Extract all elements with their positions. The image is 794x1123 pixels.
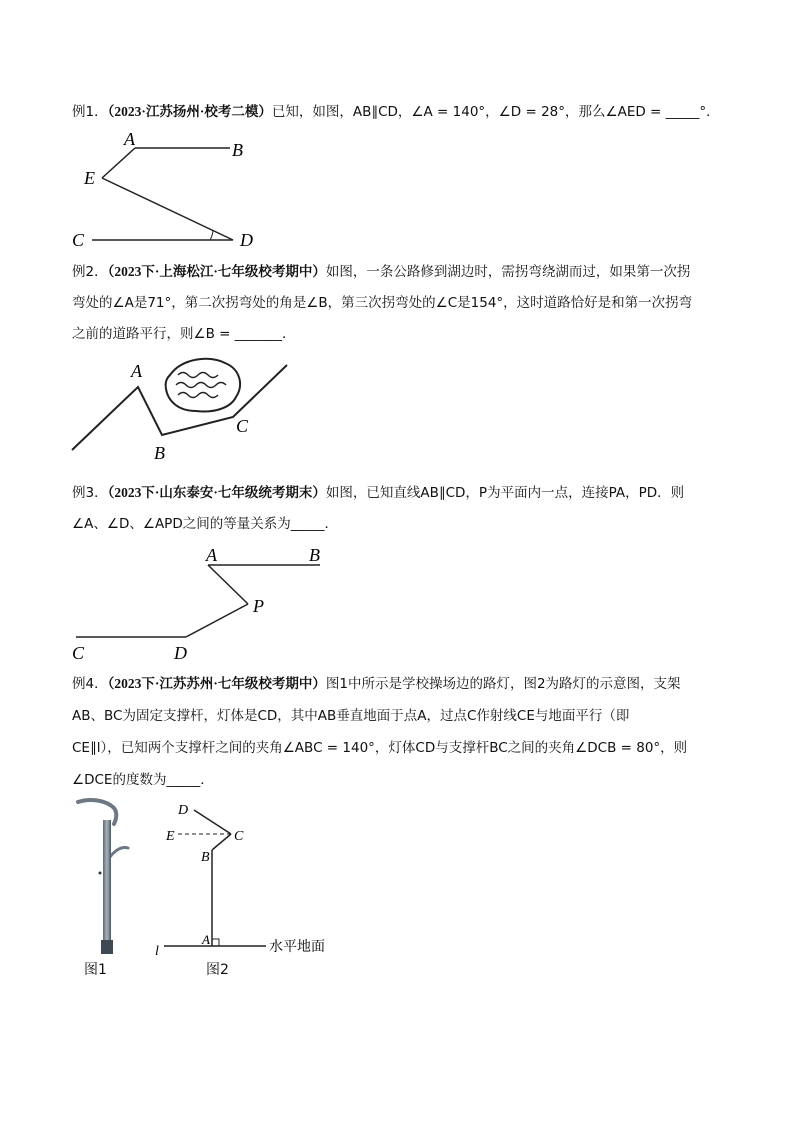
- problem-4-line-4: ∠DCE的度数为_____．: [72, 772, 214, 788]
- problem-2-source: （2023下·上海松江·七年级校考期中）: [107, 264, 326, 279]
- problem-1-prefix: 例1．: [72, 104, 108, 120]
- problem-4-line-2: AB、BC为固定支撑杆，灯体是CD，其中AB垂直地面于点A，过点C作射线CE与地面平行（即: [72, 708, 630, 724]
- problem-2-text-1: 如图，一条公路修到湖边时，需拐弯绕湖而过，如果第一次拐: [325, 264, 691, 280]
- ground-label: 水平地面: [269, 939, 325, 955]
- label-d: D: [174, 643, 187, 663]
- problem-2-line-2: 弯处的∠A是71°，第二次拐弯处的角是∠B，第三次拐弯处的∠C是154°，这时道路恰好是和第一次拐弯: [72, 295, 693, 311]
- label-p: P: [253, 596, 264, 616]
- label-c: C: [72, 230, 85, 250]
- problem-1-source: （2023·江苏扬州·校考二模）: [107, 104, 272, 119]
- label-b: B: [232, 140, 243, 160]
- label-c: C: [236, 416, 249, 436]
- figure-4-schematic: [0, 798, 794, 958]
- label-d: D: [178, 803, 189, 818]
- problem-3-line-1: [72, 483, 684, 503]
- segment-ap: [208, 565, 248, 604]
- angle-d-arc: [210, 230, 213, 240]
- problem-1-line-1: [72, 102, 720, 122]
- figure-1-caption: 图1: [84, 962, 107, 978]
- label-c: C: [72, 643, 85, 663]
- label-a: A: [206, 545, 217, 565]
- lake-wave-2: [176, 383, 226, 388]
- label-e: E: [84, 168, 95, 188]
- lake-wave-1: [178, 373, 218, 378]
- segment-ae: [102, 148, 135, 178]
- problem-4-line-3: CE∥l），已知两个支撑杆之间的夹角∠ABC = 140°，灯体CD与支撑杆BC之间的夹角∠DCB = 80°，则: [72, 740, 688, 756]
- label-b: B: [309, 545, 320, 565]
- problem-2-prefix: 例2．: [72, 264, 108, 280]
- lake-wave-3: [178, 393, 218, 398]
- label-b: B: [154, 443, 165, 463]
- figure-2: [0, 355, 794, 465]
- figure-1: [0, 128, 794, 248]
- problem-3-line-2: ∠A、∠D、∠APD之间的等量关系为_____．: [72, 516, 338, 532]
- segment-pd: [186, 604, 248, 637]
- problem-4-source: （2023下·江苏苏州·七年级校考期中）: [107, 676, 326, 691]
- label-e: E: [166, 829, 175, 844]
- problem-3-text-1: 如图，已知直线AB∥CD，P为平面内一点，连接PA，PD．则: [325, 485, 685, 501]
- label-a: A: [124, 129, 135, 149]
- right-angle-mark: [212, 939, 219, 946]
- segment-dc: [194, 810, 231, 834]
- label-d: D: [240, 230, 253, 250]
- problem-3-prefix: 例3．: [72, 485, 108, 501]
- label-c: C: [234, 829, 244, 844]
- problem-4-line-1: [72, 674, 681, 694]
- figure-2-caption: 图2: [206, 962, 229, 978]
- problem-2-line-1: [72, 262, 690, 282]
- figure-3: [0, 544, 794, 664]
- label-b: B: [201, 850, 210, 865]
- label-a: A: [131, 361, 142, 381]
- label-l: l: [155, 944, 159, 959]
- problem-3-source: （2023下·山东泰安·七年级统考期末）: [107, 485, 326, 500]
- problem-1-text: 已知，如图，AB∥CD，∠A = 140°，∠D = 28°，那么∠AED = _____°．: [271, 104, 720, 120]
- problem-4-prefix: 例4．: [72, 676, 108, 692]
- problem-2-line-3: 之前的道路平行，则∠B = _______．: [72, 326, 296, 342]
- label-a: A: [202, 932, 210, 947]
- segment-cb: [212, 834, 231, 850]
- problem-4-text-1: 图1中所示是学校操场边的路灯，图2为路灯的示意图，支架: [325, 676, 681, 692]
